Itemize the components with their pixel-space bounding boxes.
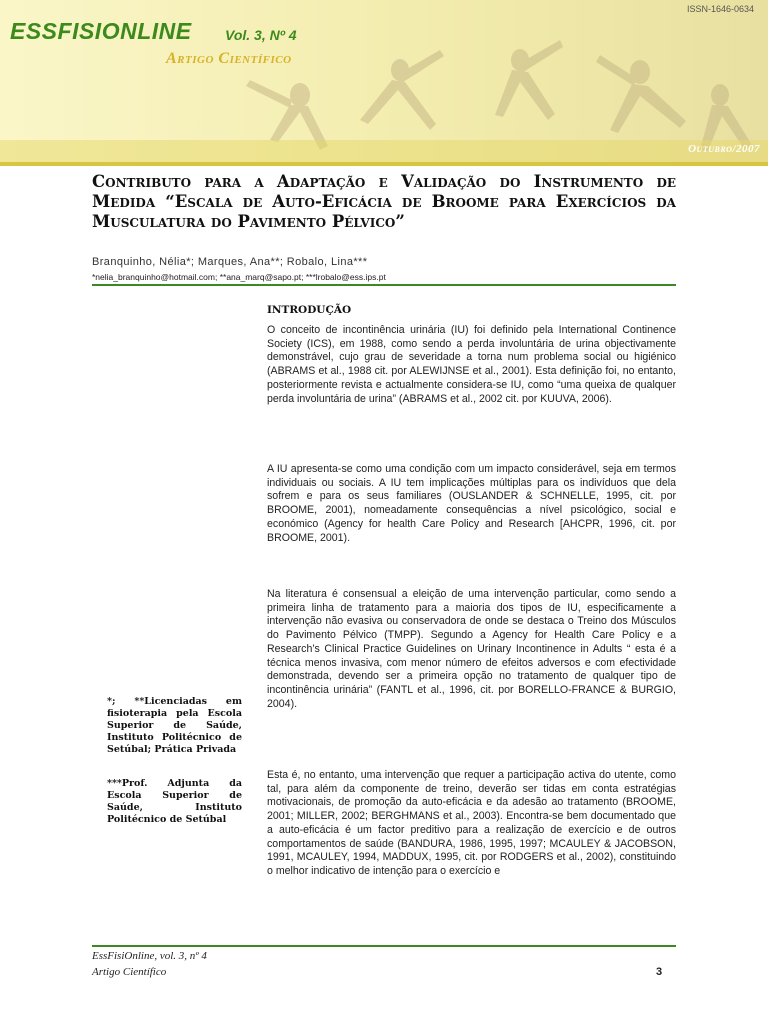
page-number: 3 — [656, 966, 663, 978]
journal-header — [0, 0, 768, 166]
affiliation-note: ***Prof. Adjunta da Escola Superior de Saúde, Instituto Politécnico de Setúbal — [107, 778, 242, 825]
article-title: Contributo para a Adaptação e Validação do Instrumento de Medida “Escala de Auto-Eficácia de Broome para Exercícios da Musculatura do Pavimento Pélvico” — [92, 172, 676, 231]
journal-volume: Vol. 3, Nº 4 — [225, 27, 297, 43]
body-paragraph: Na literatura é consensual a eleição de uma intervenção particular, como sendo a primeira linha de tratamento para a maioria dos tipos de IU, especificamente a intervenção não evasiva ou conservadora de onde se destaca o Treino dos Músculos do Pavimento Pélvico (TMPP). Segundo a Agency for Health Care Policy e a Research’s Clinical Practice Guidelines on Urinary Incontinence in Adults “ esta é a técnica menos invasiva, com menor número de efeitos adversos e com efectividade demonstrada, devendo ser a primeira opção no tratamento de qualquer tipo de incontinência urinária” (FANTL et al., 1996, cit. por BORELLO-FRANCE & BURGIO, 2004). — [267, 588, 676, 710]
issue-date: Outubro/2007 — [688, 143, 760, 155]
article-type-label: Artigo Científico — [166, 50, 292, 67]
footer-article-type: Artigo Científico — [92, 966, 167, 978]
affiliation-note: *; **Licenciadas em fisioterapia pela Escola Superior de Saúde, Instituto Politécnico de Setúbal; Prática Privada — [107, 696, 242, 755]
section-heading: INTRODUÇÃO — [267, 304, 352, 316]
author-emails: *nelia_branquinho@hotmail.com; **ana_marq@sapo.pt; ***lrobalo@ess.ips.pt — [92, 272, 386, 282]
footer-journal-ref: EssFisiOnline, vol. 3, nº 4 — [92, 950, 207, 962]
footer-divider — [92, 945, 676, 947]
body-paragraph: A IU apresenta-se como uma condição com um impacto considerável, seja em termos individuais ou sociais. A IU tem implicações múltiplas para os indivíduos que dela sofrem e para os seus familiares (OUSLANDER & SCHNELLE, 1995, cit. por BROOME, 2001), nomeadamente consequências a nível psicológico, social e económico (Agency for health Care Policy and Research [AHCPR, 1996, cit. por BROOME, 2001). — [267, 463, 676, 544]
journal-name: ESSFISIONLINE — [10, 18, 192, 44]
body-paragraph: Esta é, no entanto, uma intervenção que requer a participação activa do utente, como tal, para além da componente de treino, deverão ser tidas em conta estratégias motivacionais, de promoção da auto-eficácia e da adesão ao tratamento (BROOME, 2001; MILLER, 2002; BERGHMANS et al., 2003). Encontra-se bem documentado que a auto-eficácia é um factor preditivo para a realização de exercício e de outros comportamentos de saúde (BANDURA, 1986, 1995, 1997; MCAULEY & JACOBSON, 1991, MCAULEY, 1994, MADDUX, 1995, cit. por RODGERS et al., 2002), constituindo o melhor indicativo de intenção para o exercício e — [267, 769, 676, 877]
issn-label: ISSN-1646-0634 — [686, 4, 754, 14]
body-paragraph: O conceito de incontinência urinária (IU) foi definido pela International Continence Society (ICS), em 1988, como sendo a perda involuntária de urina objectivamente demonstrável, cujo grau de severidade a torna num problema social ou higiénico (ABRAMS et al., 1988 cit. por ALEWIJNSE et al., 2001). Esta definição foi, no entanto, posteriormente revista e actualmente considera-se IU, como “uma queixa de qualquer perda involuntária de urina” (ABRAMS et al., 2002 cit. por KUUVA, 2006). — [267, 324, 676, 405]
header-divider — [92, 284, 676, 286]
article-authors: Branquinho, Nélia*; Marques, Ana**; Robalo, Lina*** — [92, 256, 368, 268]
